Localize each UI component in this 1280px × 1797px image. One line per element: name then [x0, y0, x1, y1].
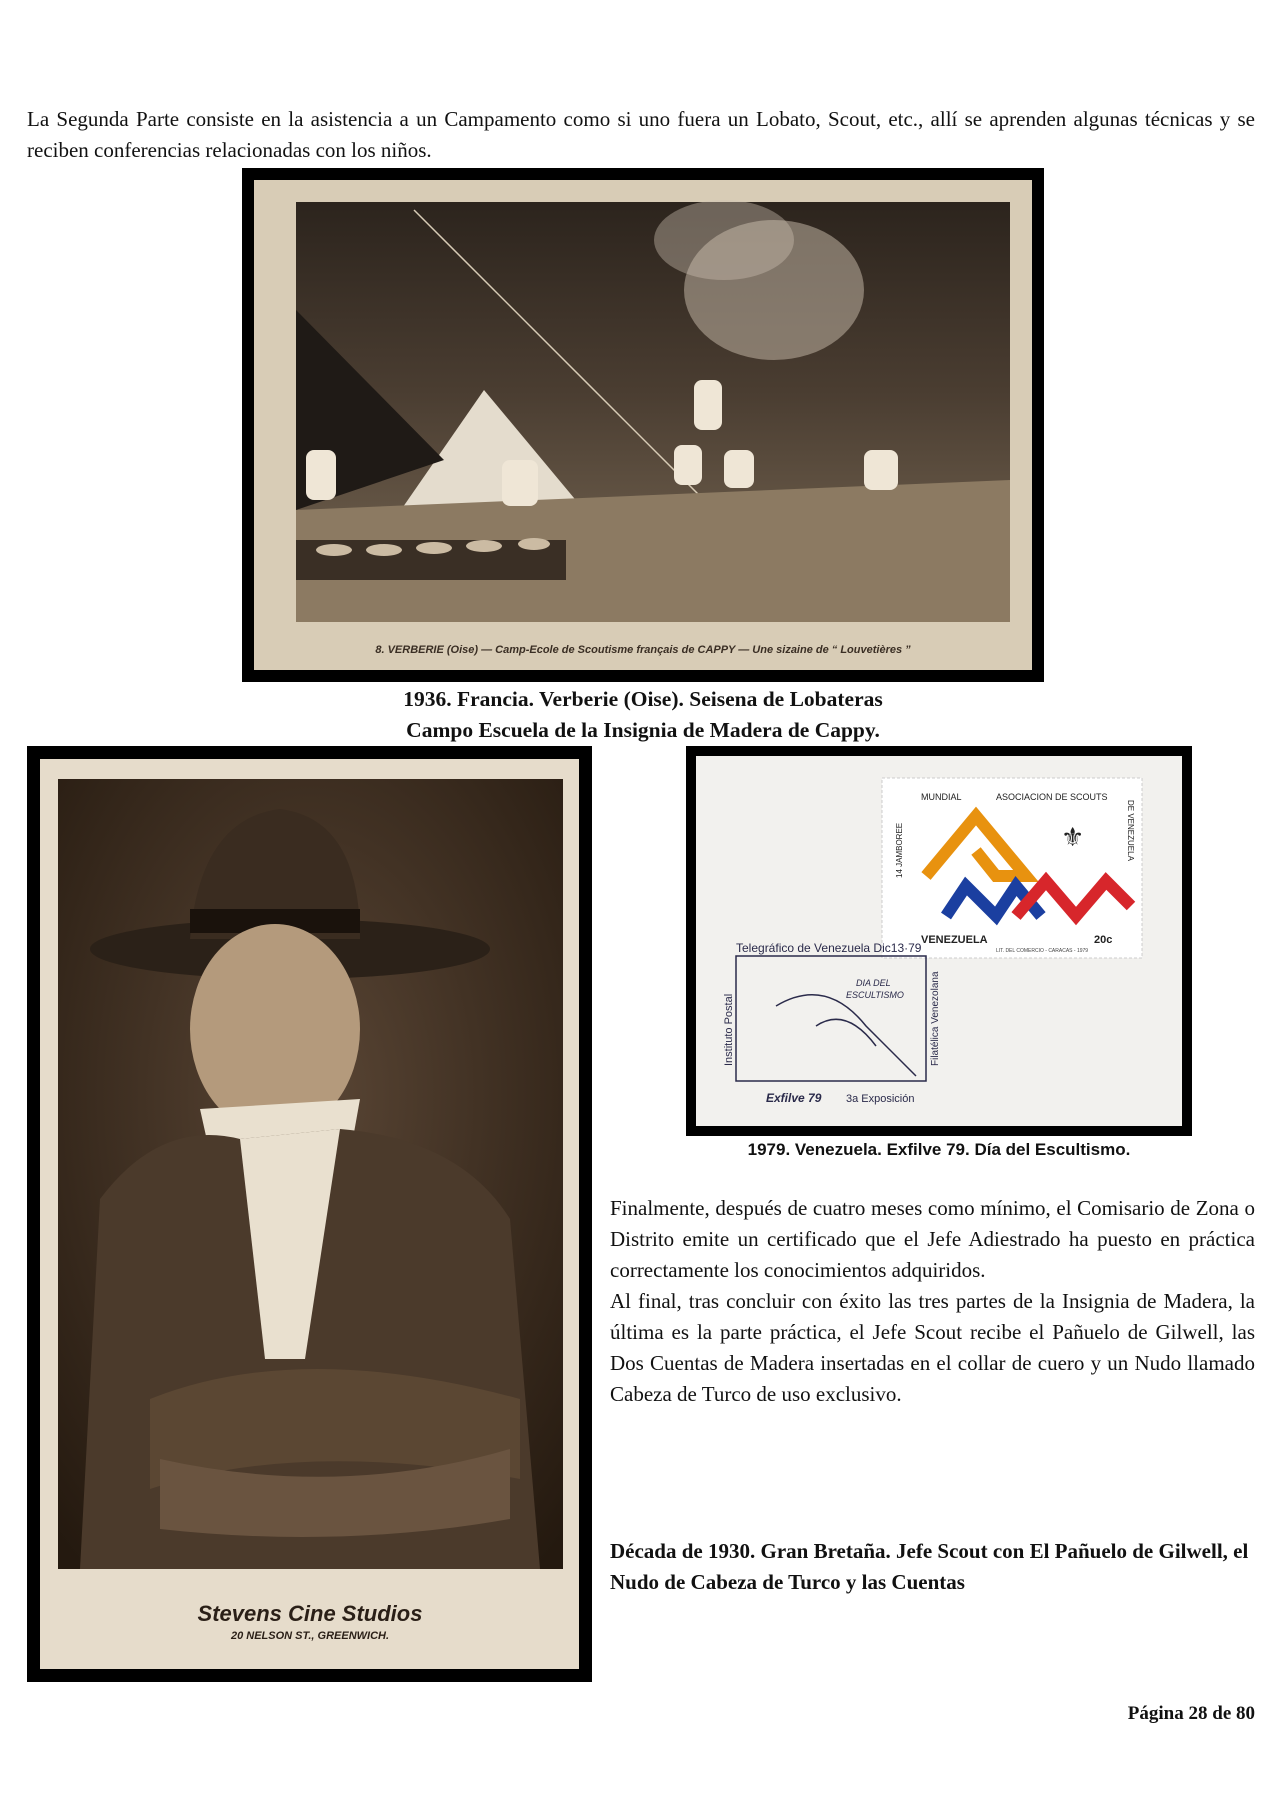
portrait-caption: Década de 1930. Gran Bretaña. Jefe Scout con El Pañuelo de Gilwell, el Nudo de Cabeza de Turco y las Cuentas: [610, 1539, 1249, 1594]
camp-photo: [254, 180, 1032, 670]
cancel-bottom-2: 3a Exposición: [846, 1093, 915, 1105]
cancel-right-text: Filatélica Venezolana: [930, 971, 941, 1066]
studio-address: 20 NELSON ST., GREENWICH.: [230, 1630, 390, 1642]
cancel-day-1: DIA DEL: [856, 978, 891, 988]
cancel-bottom-1: Exfilve 79: [766, 1091, 822, 1105]
stamp-left-text: 14 JAMBOREE: [895, 822, 904, 878]
page-number: Página 28 de 80: [1127, 1703, 1255, 1724]
portrait-photo: [40, 759, 579, 1669]
cover-caption: 1979. Venezuela. Exfilve 79. Día del Escultismo.: [747, 1140, 1131, 1159]
scout-stamp: [882, 778, 1142, 958]
cancel-top-text: Telegráfico de Venezuela Dic13·79: [736, 941, 922, 955]
body-paragraph-1: Finalmente, después de cuatro meses como mínimo, el Comisario de Zona o Distrito emite un certificado que el Jefe Adiestrado ha puesto en práctica correctamente los conocimientos adquiridos.: [610, 1196, 1255, 1282]
portrait-postcard: [27, 746, 592, 1682]
stamp-country: VENEZUELA: [921, 934, 988, 946]
stamp-right-text: DE VENEZUELA: [1126, 800, 1135, 861]
stamp-printer: LIT. DEL COMERCIO - CARACAS - 1979: [996, 948, 1089, 954]
stamp-org-text: ASOCIACION DE SCOUTS: [996, 792, 1108, 802]
camp-caption-line-1: 1936. Francia. Verberie (Oise). Seisena de Lobateras: [403, 687, 883, 711]
cancel-left-text: Instituto Postal: [723, 993, 735, 1066]
camp-postcard: [242, 168, 1044, 682]
stamp-value: 20c: [1094, 934, 1113, 946]
postcard-caption-strip: 8. VERBERIE (Oise) — Camp-Ecole de Scoutisme français de CAPPY — Une sizaine de “ Louvetières ”: [375, 644, 911, 656]
cancel-day-2: ESCULTISMO: [846, 990, 904, 1000]
stamp-cover: [686, 746, 1192, 1136]
cover-illustration: [696, 756, 1182, 1126]
camp-caption-line-2: Campo Escuela de la Insignia de Madera de Cappy.: [406, 718, 880, 742]
body-paragraph-2: Al final, tras concluir con éxito las tres partes de la Insignia de Madera, la última es la parte práctica, el Jefe Scout recibe el Pañuelo de Gilwell, las Dos Cuentas de Madera insertadas en el collar de cuero y un Nudo llamado Cabeza de Turco de uso exclusivo.: [610, 1289, 1255, 1406]
stamp-top-text: MUNDIAL: [921, 792, 962, 802]
body-text: [610, 1193, 1255, 1410]
studio-name: Stevens Cine Studios: [197, 1601, 423, 1626]
intro-paragraph: La Segunda Parte consiste en la asistencia a un Campamento como si uno fuera un Lobato, Scout, etc., allí se aprenden algunas técnicas y se reciben conferencias relacionadas con los niños.: [27, 107, 1255, 162]
fleur-de-lis-icon: ⚜: [1061, 822, 1085, 852]
